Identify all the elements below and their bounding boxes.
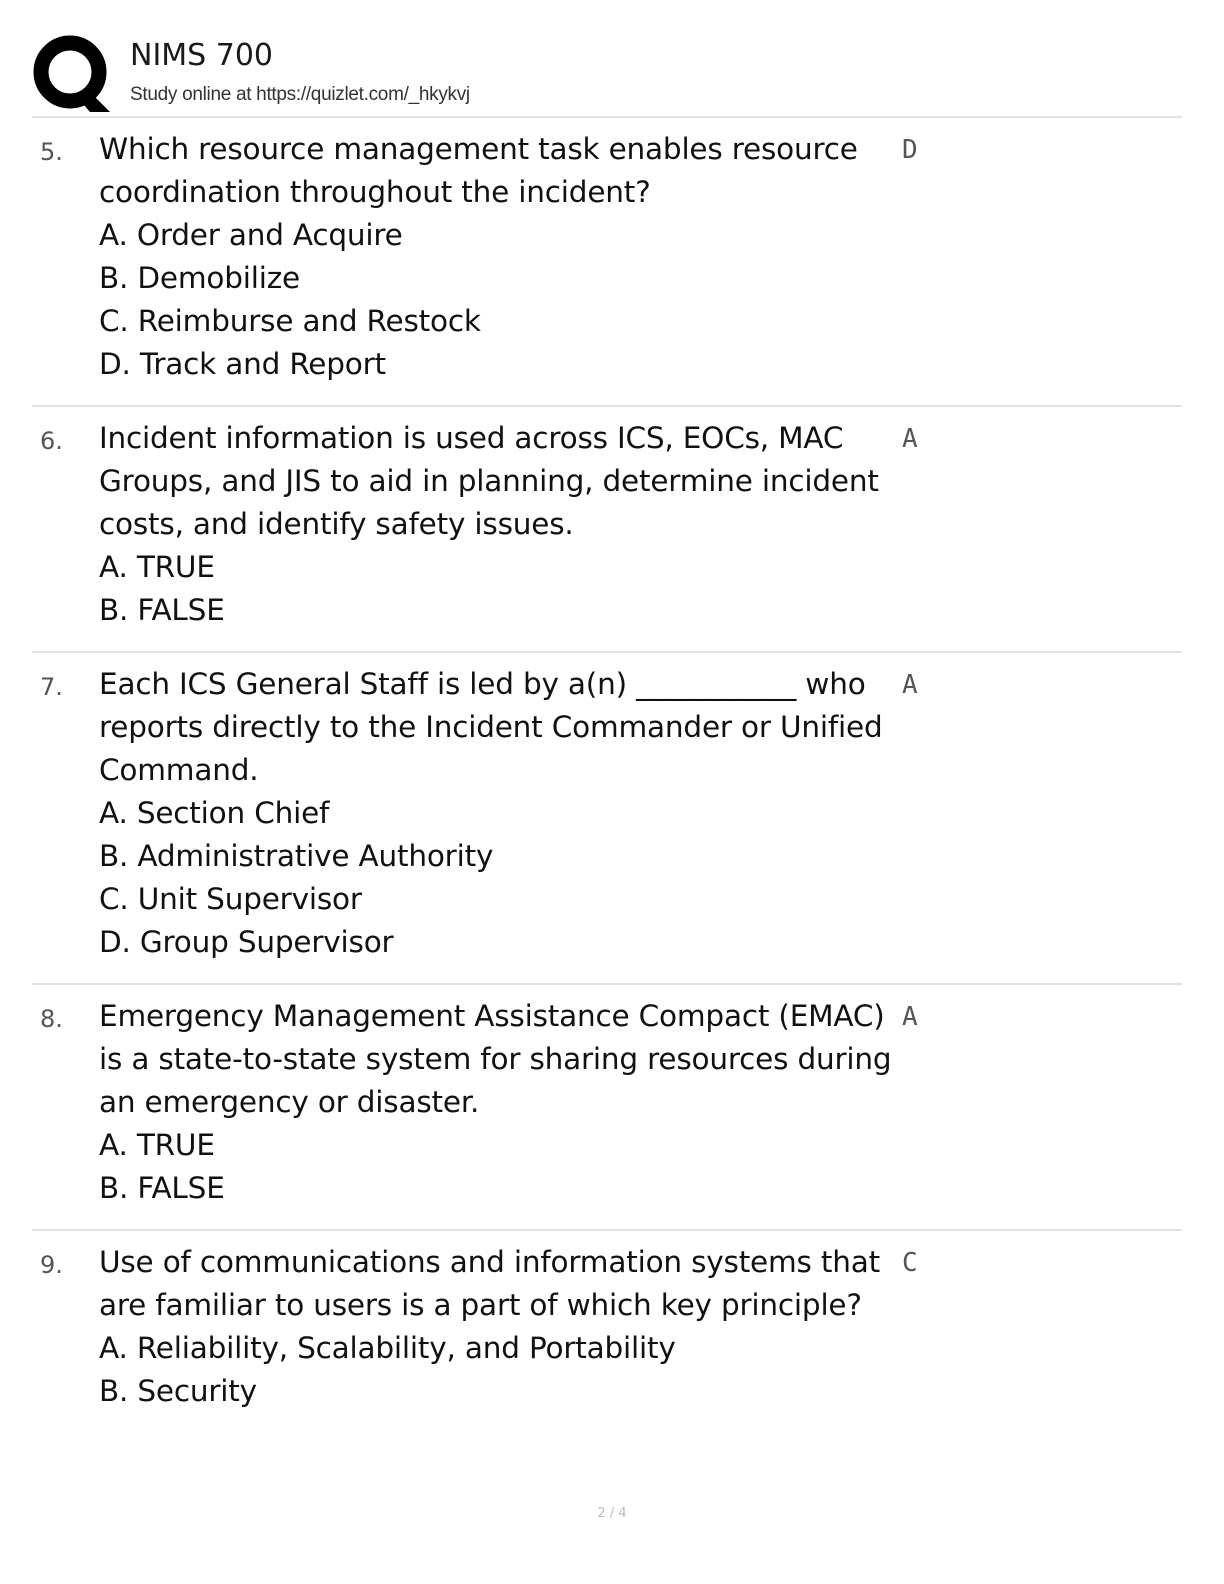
- answer-option: D. Group Supervisor: [99, 925, 394, 959]
- answer-option: B. Security: [99, 1374, 257, 1408]
- question-text-line: Command.: [99, 753, 259, 787]
- question-number: 9.: [40, 1251, 63, 1279]
- question-text-line: Emergency Management Assistance Compact (EMAC): [99, 999, 885, 1033]
- answer-option: A. Section Chief: [99, 796, 330, 830]
- question-text-line: costs, and identify safety issues.: [99, 507, 574, 541]
- answer-option: C. Unit Supervisor: [99, 882, 362, 916]
- question-text-line: Which resource management task enables resource: [99, 132, 858, 166]
- question-text-line: Incident information is used across ICS, EOCs, MAC: [99, 421, 844, 455]
- question-6: [99, 417, 899, 632]
- quizlet-logo-icon: [32, 34, 112, 114]
- question-text-line: Groups, and JIS to aid in planning, determine incident: [99, 464, 879, 498]
- divider: [32, 1229, 1182, 1231]
- question-number: 5.: [40, 138, 63, 166]
- answer-option: B. Administrative Authority: [99, 839, 494, 873]
- page-header: [32, 32, 1182, 116]
- answer-option: B. Demobilize: [99, 261, 300, 295]
- answer-option: D. Track and Report: [99, 347, 386, 381]
- question-text-line: is a state-to-state system for sharing resources during: [99, 1042, 892, 1076]
- answer-option: C. Reimburse and Restock: [99, 304, 481, 338]
- correct-answer: A: [902, 670, 918, 700]
- correct-answer: A: [902, 1002, 918, 1032]
- study-online-link[interactable]: Study online at https://quizlet.com/_hkykvj: [130, 84, 470, 105]
- answer-option: B. FALSE: [99, 593, 225, 627]
- question-9: [99, 1241, 899, 1413]
- question-text-line: are familiar to users is a part of which key principle?: [99, 1288, 862, 1322]
- question-text-line: Use of communications and information systems that: [99, 1245, 880, 1279]
- question-7: [99, 663, 899, 964]
- question-text-line: coordination throughout the incident?: [99, 175, 651, 209]
- divider: [32, 983, 1182, 985]
- answer-option: B. FALSE: [99, 1171, 225, 1205]
- question-text-line: an emergency or disaster.: [99, 1085, 480, 1119]
- answer-option: A. TRUE: [99, 1128, 215, 1162]
- question-number: 7.: [40, 673, 63, 701]
- correct-answer: A: [902, 424, 918, 454]
- answer-option: A. Order and Acquire: [99, 218, 403, 252]
- question-number: 8.: [40, 1005, 63, 1033]
- page-title: NIMS 700: [130, 38, 274, 73]
- correct-answer: C: [902, 1248, 918, 1278]
- correct-answer: D: [902, 135, 918, 165]
- divider: [32, 651, 1182, 653]
- question-5: [99, 128, 899, 386]
- divider: [32, 405, 1182, 407]
- page-number: 2 / 4: [597, 1506, 627, 1521]
- question-8: [99, 995, 899, 1210]
- question-number: 6.: [40, 427, 63, 455]
- answer-option: A. TRUE: [99, 550, 215, 584]
- divider: [32, 116, 1182, 118]
- question-text-line: reports directly to the Incident Commander or Unified: [99, 710, 883, 744]
- answer-option: A. Reliability, Scalability, and Portability: [99, 1331, 676, 1365]
- question-text-line: Each ICS General Staff is led by a(n) ___________ who: [99, 667, 866, 701]
